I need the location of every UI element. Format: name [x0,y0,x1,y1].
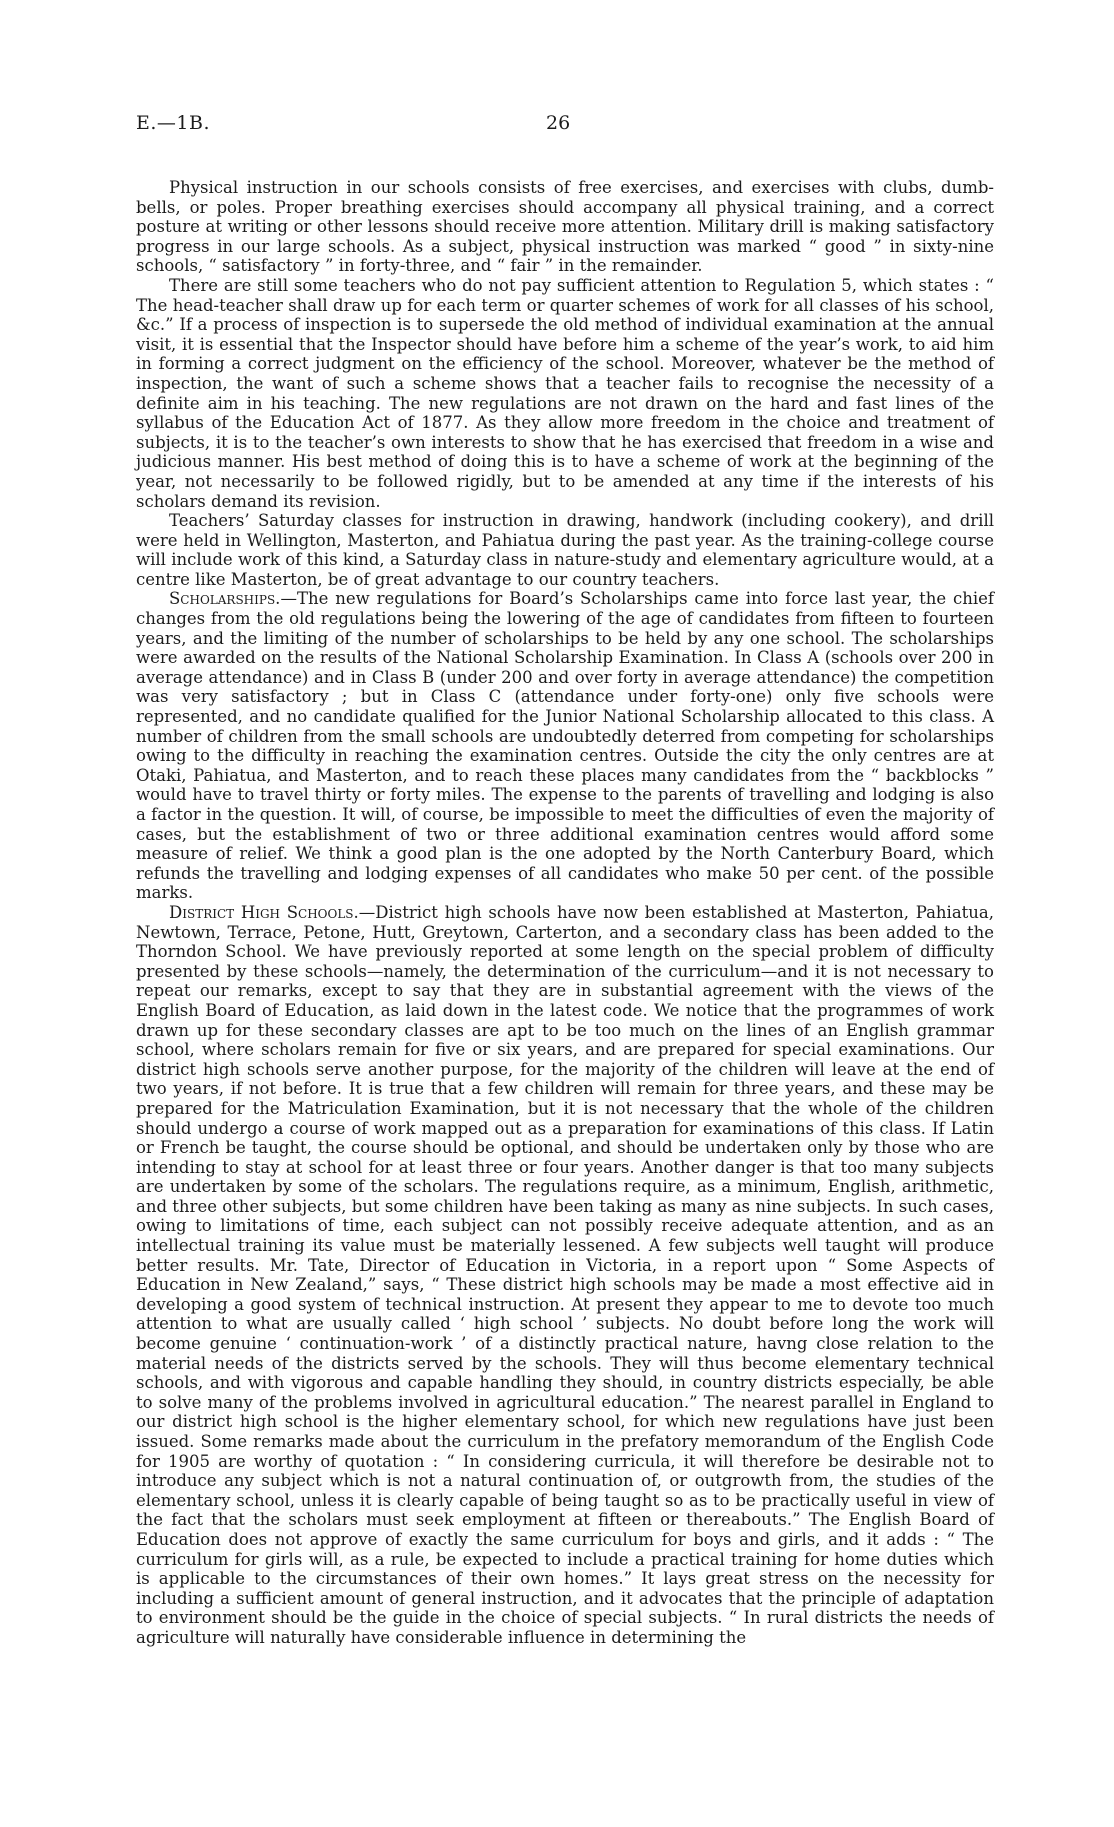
paragraph-physical-instruction [136,178,994,276]
section-lead-scholarships: Scholarships. [169,589,281,609]
paragraph-text: Teachers’ Saturday classes for instruction in drawing, handwork (including cookery), and drill were held in Wellington, Masterton, and Pahiatua during the past year. As the training-college course will include work of this kind, a Saturday class in nature-study and elementary agriculture would, at a centre like Masterton, be of great advantage to our country teachers. [136,511,994,589]
paragraph-text: Physical instruction in our schools consists of free exercises, and exercises with clubs, dumb-bells, or poles. Proper breathing exercises should accompany all physical training, and a correct posture at writing or other lessons should receive more attention. Military drill is making satisfactory progress in our large schools. As a subject, physical instruction was marked “ good ” in sixty-nine schools, “ satisfactory ” in forty-three, and “ fair ” in the remainder. [136,178,994,276]
paragraph-scholarships [136,589,994,903]
paragraph-text: —The new regulations for Board’s Scholarships came into force last year, the chief changes from the old regulations being the lowering of the age of candidates from fifteen to fourteen years, and the limiting of the number of scholarships to be held by any one school. The scholarships were awarded on the results of the National Scholarship Examination. In Class A (schools over 200 in average attendance) and in Class B (under 200 and over forty in average attendance) the competition was very satisfactory ; but in Class C (attendance under forty-one) only five schools were represented, and no candidate qualified for the Junior National Scholarship allocated to this class. A number of children from the small schools are undoubtedly deterred from competing for scholarships owing to the difficulty in reaching the examination centres. Outside the city the only centres are at Otaki, Pahiatua, and Masterton, and to reach these places many candidates from the “ backblocks ” would have to travel thirty or forty miles. The expense to the parents of travelling and lodging is also a factor in the question. It will, of course, be impossible to meet the difficulties of even the majority of cases, but the establishment of two or three additional examination centres would afford some measure of relief. We think a good plan is the one adopted by the North Canterbury Board, which refunds the travelling and lodging expenses of all candidates who make 50 per cent. of the possible marks. [136,589,994,903]
report-body [136,178,994,1648]
series-reference: E.—1B. [136,112,210,134]
page-number: 26 [546,112,571,134]
paragraph-district-high-schools [136,903,994,1648]
paragraph-text: There are still some teachers who do not pay sufficient attention to Regulation 5, which states : “ The head-teacher shall draw up for each term or quarter schemes of work for all classes of his school, &c.” If a process of inspection is to supersede the old method of individual examination at the annual visit, it is essential that the Inspector should have before him a scheme of the year’s work, to aid him in forming a correct judgment on the efficiency of the school. Moreover, whatever be the method of inspection, the want of such a scheme shows that a teacher fails to recognise the necessity of a definite aim in his teaching. The new regulations are not drawn on the hard and fast lines of the syllabus of the Education Act of 1877. As they allow more freedom in the choice and treatment of subjects, it is to the teacher’s own interests to show that he has exercised that freedom in a wise and judicious manner. His best method of doing this is to have a scheme of work at the beginning of the year, not necessarily to be followed rigidly, but to be amended at any time if the interests of his scholars demand its revision. [136,275,994,511]
section-lead-district-high-schools: District High Schools. [169,902,359,922]
paragraph-regulation-5 [136,276,994,511]
paragraph-text: —District high schools have now been established at Masterton, Pahiatua, Newtown, Terrace, Petone, Hutt, Greytown, Carterton, and a secondary class has been added to the Thorndon School. We have previously reported at some length on the special problem of difficulty presented by these schools—namely, the determination of the curriculum—and it is not necessary to repeat our remarks, except to say that they are in substantial agreement with the views of the English Board of Education, as laid down in the latest code. We notice that the programmes of work drawn up for these secondary classes are apt to be too much on the lines of an English grammar school, where scholars remain for five or six years, and are prepared for special examinations. Our district high schools serve another purpose, for the majority of the children will leave at the end of two years, if not before. It is true that a few children will remain for three years, and these may be prepared for the Matriculation Examination, but it is not necessary that the whole of the children should undergo a course of work mapped out as a preparation for examinations of this class. If Latin or French be taught, the course should be optional, and should be undertaken only by those who are intending to stay at school for at least three or four years. Another danger is that too many subjects are undertaken by some of the scholars. The regulations require, as a minimum, English, arithmetic, and three other subjects, but some children have been taking as many as nine subjects. In such cases, owing to limitations of time, each subject can not possibly receive adequate attention, and as an intellectual training its value must be materially lessened. A few subjects well taught will produce better results. Mr. Tate, Director of Education in Victoria, in a report upon “ Some Aspects of Education in New Zealand,” says, “ These district high schools may be made a most effective aid in developing a good system of technical instruction. At present they appear to me to devote too much attention to what are usually called ‘ high school ’ subjects. No doubt before long the work will become genuine ‘ continuation-work ’ of a distinctly practical nature, havng close relation to the material needs of the districts served by the schools. They will thus become elementary technical schools, and with vigorous and capable handling they should, in country districts especially, be able to solve many of the problems involved in agricultural education.” The nearest parallel in England to our district high school is the higher elementary school, for which new regulations have just been issued. Some remarks made about the curriculum in the prefatory memorandum of the English Code for 1905 are worthy of quotation : “ In considering curricula, it will therefore be desirable not to introduce any subject which is not a natural continuation of, or outgrowth from, the studies of the elementary school, unless it is clearly capable of being taught so as to be practically useful in view of the fact that the scholars must seek employment at fifteen or thereabouts.” The English Board of Education does not approve of exactly the same curriculum for boys and girls, and it adds : “ The curriculum for girls will, as a rule, be expected to include a practical training for home duties which is applicable to the circumstances of their own homes.” It lays great stress on the necessity for including a sufficient amount of general instruction, and it advocates that the principle of adaptation to environment should be the guide in the choice of special subjects. “ In rural districts the needs of agriculture will naturally have considerable influence in determining the [136,902,994,1647]
page-header [136,112,994,146]
paragraph-saturday-classes [136,511,994,589]
document-page [136,112,994,1648]
